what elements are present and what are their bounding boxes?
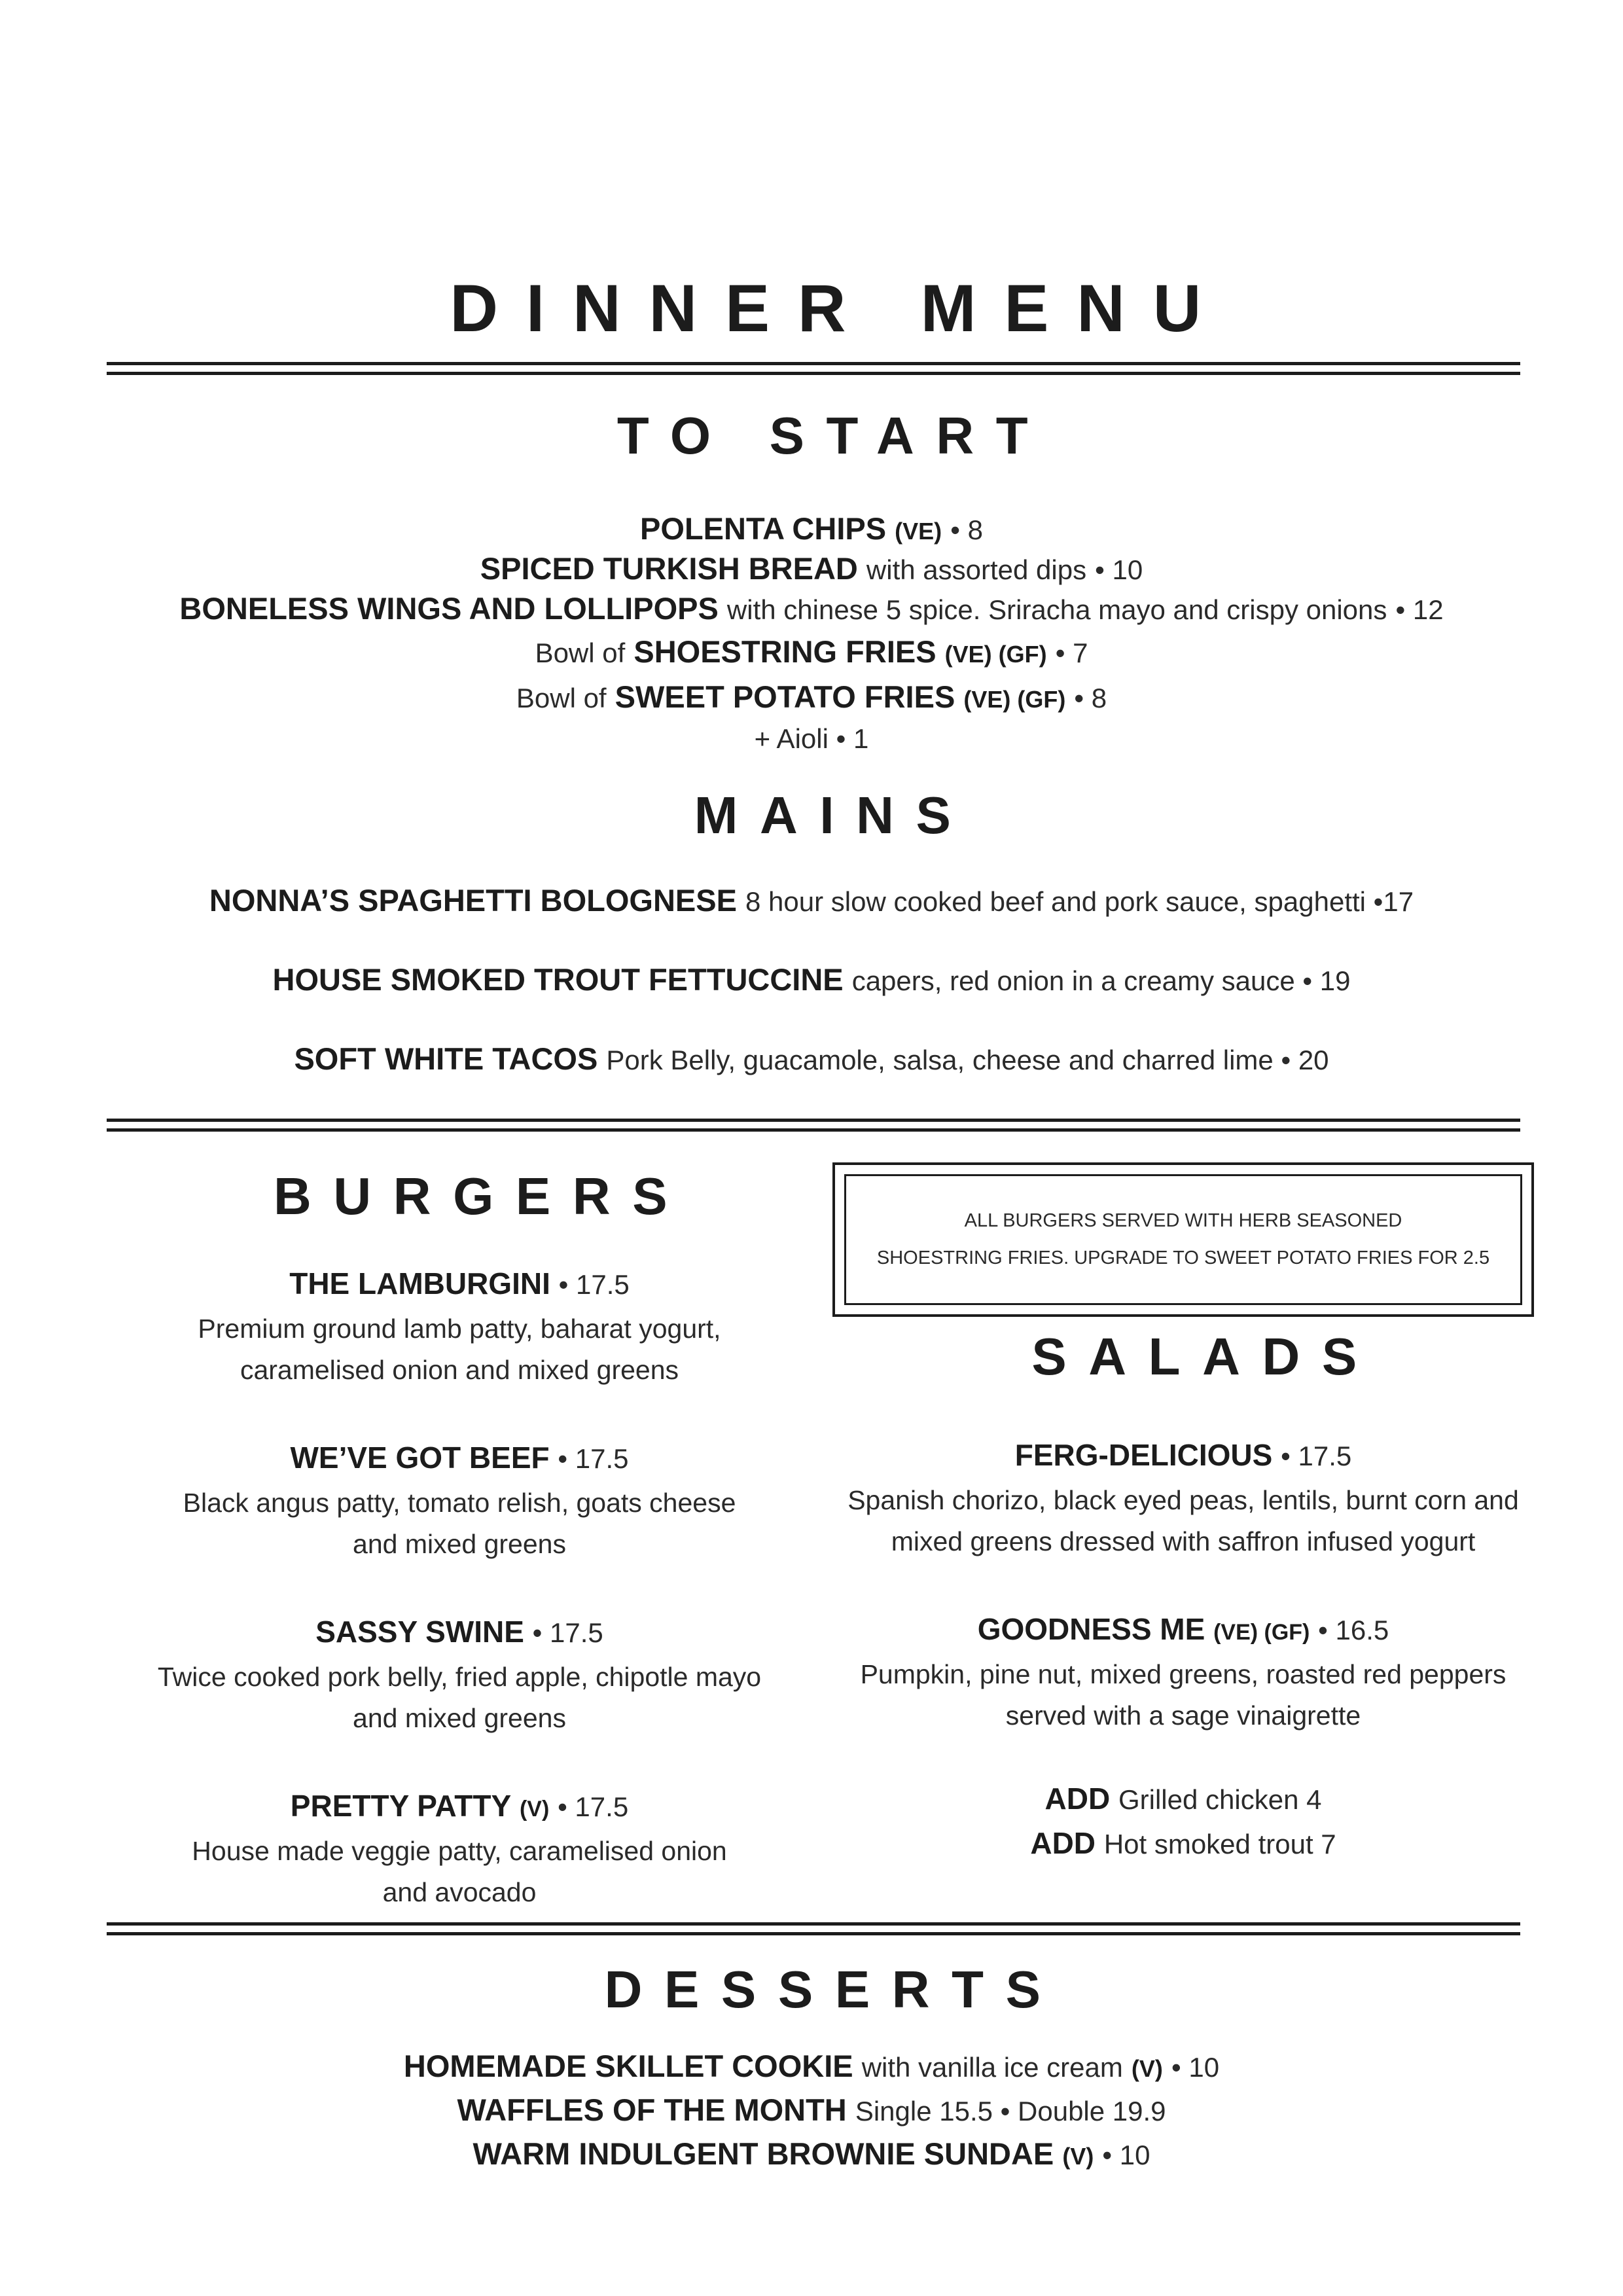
addon-text: Hot smoked trout 7 (1103, 1829, 1336, 1859)
item-price: • 10 (1095, 554, 1143, 585)
item-price: • 10 (1102, 2140, 1150, 2170)
item-desc-line-1: Premium ground lamb patty, baharat yogurt, (198, 1314, 721, 1344)
item-price: • 7 (1055, 637, 1088, 668)
item-desc: capers, red onion in a creamy sauce • 19 (851, 965, 1351, 996)
item-name: HOMEMADE SKILLET COOKIE (403, 2049, 853, 2083)
item-price: • 12 (1395, 594, 1444, 625)
burger-fries-notice (832, 1162, 1534, 1317)
item-name: WAFFLES OF THE MONTH (457, 2092, 847, 2127)
item-price: • 17.5 (558, 1443, 629, 1474)
diet-tags: (V) (1062, 2143, 1094, 2170)
dessert-waffles (0, 2094, 1623, 2125)
item-name: HOUSE SMOKED TROUT FETTUCCINE (272, 962, 844, 997)
item-desc-line-1: Twice cooked pork belly, fried apple, chipotle mayo (157, 1662, 762, 1692)
salad-ferg-delicious (825, 1440, 1542, 1555)
item-name: SASSY SWINE (315, 1615, 524, 1649)
item-price: • 10 (1171, 2052, 1220, 2083)
item-name: GOODNESS ME (977, 1612, 1205, 1646)
menu-item-spaghetti-bolognese (0, 885, 1623, 916)
diet-tags: (VE) (GF) (944, 641, 1047, 668)
item-desc: with vanilla ice cream (861, 2052, 1123, 2083)
item-name: THE LAMBURGINI (289, 1266, 550, 1300)
diet-tags: (VE) (895, 518, 942, 545)
addon-text: Grilled chicken 4 (1118, 1784, 1322, 1815)
item-desc-line-2: and mixed greens (353, 1529, 566, 1559)
menu-item-white-tacos (0, 1043, 1623, 1074)
diet-tags: (V) (1131, 2055, 1163, 2082)
item-desc-line-1: House made veggie patty, caramelised onion (192, 1836, 727, 1866)
item-name: POLENTA CHIPS (640, 511, 887, 546)
notice-line-1: ALL BURGERS SERVED WITH HERB SEASONED (964, 1210, 1402, 1231)
to-start-heading: TO START (616, 406, 1050, 465)
menu-item-turkish-bread (0, 553, 1623, 584)
item-desc: with chinese 5 spice. Sriracha mayo and crispy onions (726, 594, 1387, 625)
diet-tags: (VE) (GF) (963, 686, 1066, 713)
page-title: DINNER MENU (450, 271, 1230, 346)
item-price: • 16.5 (1318, 1615, 1389, 1645)
item-desc-line-2: and mixed greens (353, 1703, 566, 1733)
notice-line-2: SHOESTRING FRIES. UPGRADE TO SWEET POTATO FRIES FOR 2.5 (876, 1247, 1490, 1268)
burgers-salads-rule (107, 1922, 1520, 1935)
item-price: • 17.5 (558, 1791, 629, 1822)
item-desc-line-1: Spanish chorizo, black eyed peas, lentils, burnt corn and (847, 1485, 1519, 1515)
salad-addon-trout (825, 1828, 1542, 1858)
item-desc: with assorted dips (866, 554, 1087, 585)
item-desc-line-1: Black angus patty, tomato relish, goats cheese (183, 1488, 736, 1518)
salad-title-line (825, 1614, 1542, 1644)
item-desc-line-2: served with a sage vinaigrette (1005, 1700, 1361, 1731)
mains-heading: MAINS (694, 786, 973, 844)
diet-tags: (V) (519, 1797, 550, 1821)
item-desc-line-1: Pumpkin, pine nut, mixed greens, roasted red peppers (860, 1659, 1507, 1689)
salad-addon-chicken (825, 1784, 1542, 1814)
item-price: • 8 (1074, 683, 1107, 713)
item-desc: Pork Belly, guacamole, salsa, cheese and charred lime • 20 (606, 1045, 1329, 1075)
item-name: SPICED TURKISH BREAD (480, 551, 858, 586)
item-name: WARM INDULGENT BROWNIE SUNDAE (473, 2136, 1054, 2171)
salad-title-line (825, 1440, 1542, 1470)
item-name: NONNA’S SPAGHETTI BOLOGNESE (209, 883, 737, 918)
item-name: FERG-DELICIOUS (1014, 1438, 1273, 1472)
menu-item-polenta-chips (0, 513, 1623, 544)
burger-title-line (92, 1268, 827, 1299)
salad-goodness-me (825, 1614, 1542, 1729)
menu-item-aioli (0, 722, 1623, 753)
item-name: SWEET POTATO FRIES (615, 679, 955, 714)
desserts-heading: DESSERTS (604, 1960, 1063, 2018)
item-price: • 8 (950, 514, 983, 545)
burger-title-line (92, 1617, 827, 1647)
menu-item-trout-fettuccine (0, 964, 1623, 995)
item-name: SOFT WHITE TACOS (294, 1041, 598, 1076)
item-prefix: Bowl of (535, 637, 626, 668)
addon-label: ADD (1030, 1826, 1096, 1860)
salads-heading: SALADS (1031, 1327, 1379, 1386)
item-desc-line-2: mixed greens dressed with saffron infused yogurt (891, 1526, 1476, 1556)
item-desc-line-2: and avocado (382, 1877, 537, 1907)
burger-title-line (92, 1443, 827, 1473)
menu-item-boneless-wings (0, 593, 1623, 624)
burgers-heading: BURGERS (273, 1167, 690, 1225)
burger-lamburgini (92, 1268, 827, 1384)
item-desc: Single 15.5 • Double 19.9 (855, 2096, 1166, 2126)
burger-weve-got-beef (92, 1443, 827, 1558)
item-text: + Aioli • 1 (754, 723, 869, 754)
item-name: SHOESTRING FRIES (633, 634, 936, 669)
item-desc-line-2: caramelised onion and mixed greens (240, 1355, 679, 1385)
addon-label: ADD (1044, 1782, 1111, 1816)
diet-tags: (VE) (GF) (1213, 1620, 1310, 1645)
item-name: BONELESS WINGS AND LOLLIPOPS (179, 591, 719, 626)
dessert-skillet-cookie (0, 2051, 1623, 2081)
title-rule (107, 362, 1520, 375)
dessert-brownie-sundae (0, 2138, 1623, 2169)
mains-rule (107, 1119, 1520, 1132)
item-name: WE’VE GOT BEEF (290, 1441, 550, 1475)
notice-inner-border (844, 1174, 1522, 1305)
item-price: • 17.5 (558, 1269, 630, 1300)
menu-item-shoestring-fries (0, 636, 1623, 667)
burger-sassy-swine (92, 1617, 827, 1732)
item-name: PRETTY PATTY (290, 1789, 512, 1823)
item-price: • 17.5 (532, 1617, 603, 1648)
item-desc: 8 hour slow cooked beef and pork sauce, spaghetti •17 (745, 886, 1414, 917)
menu-item-sweet-potato-fries (0, 681, 1623, 712)
burger-pretty-patty (92, 1791, 827, 1906)
item-prefix: Bowl of (516, 683, 607, 713)
item-price: • 17.5 (1281, 1441, 1352, 1471)
burger-title-line (92, 1791, 827, 1821)
